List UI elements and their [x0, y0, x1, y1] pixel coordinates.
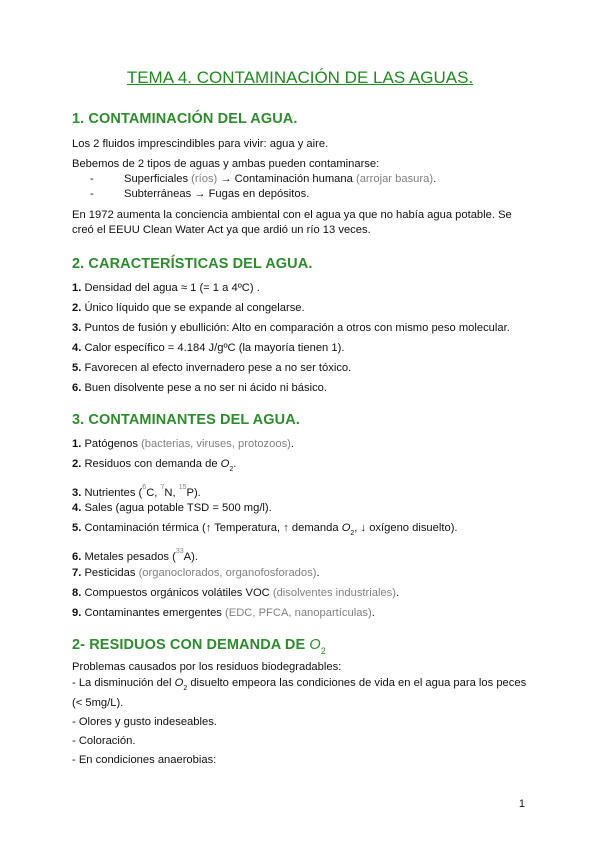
item-text: Favorecen al efecto invernadero pese a no ser tóxico. [81, 362, 352, 374]
item-text: ). [193, 487, 201, 499]
section-heading-4 [72, 637, 326, 656]
superscript: 7 [160, 484, 165, 491]
list-item [72, 341, 344, 355]
item-text: Puntos de fusión y ebullición: Alto en comparación a otros con mismo peso molecular. [81, 322, 510, 334]
item-note: (disolventes industriales) [272, 587, 396, 599]
bullet-dash: - [90, 173, 94, 185]
item-number: 6. [72, 551, 82, 563]
list-item [72, 501, 272, 515]
item-number: 2. [72, 302, 82, 314]
item-text: Residuos con demanda de [81, 458, 221, 470]
list-item [72, 187, 309, 201]
superscript: 33 [175, 548, 184, 555]
item-text: C, [146, 487, 161, 499]
bullet-dash: - [90, 188, 94, 200]
item-number: 8. [72, 587, 82, 599]
item-text: . [316, 567, 320, 579]
subscript: 2 [350, 530, 355, 537]
item-text: . [395, 587, 400, 599]
item-number: 3. [72, 322, 82, 334]
section-heading-2: 2. CARACTERÍSTICAS DEL AGUA. [72, 256, 313, 272]
list-item [72, 457, 236, 477]
item-number: 4. [72, 502, 82, 514]
item-text: Contaminación térmica (↑ Temperatura, ↑ demanda [81, 522, 342, 534]
paragraph: Bebemos de 2 tipos de aguas y ambas pueden contaminarse: [72, 158, 380, 170]
formula-o: O [174, 677, 184, 689]
list-item [72, 437, 294, 451]
item-number: 9. [72, 607, 82, 619]
list-text: Subterráneas → Fugas en depósitos. [124, 188, 310, 200]
item-text: Contaminantes emergentes [81, 607, 225, 619]
list-item [72, 301, 305, 315]
item-number: 4. [72, 342, 82, 354]
list-note: (arrojar basura) [355, 173, 434, 185]
paragraph: - Coloración. [72, 735, 136, 747]
item-text: Compuestos orgánicos volátiles VOC [81, 587, 273, 599]
subscript: 2 [229, 466, 234, 473]
list-item [72, 281, 260, 295]
item-number: 1. [72, 438, 82, 450]
item-text: . [290, 438, 295, 450]
heading-text: 2- RESIDUOS CON DEMANDA DE [72, 637, 310, 653]
item-number: 6. [72, 382, 82, 394]
list-item [72, 586, 399, 600]
list-item [72, 545, 198, 564]
item-text: A). [183, 551, 198, 563]
item-text: Calor específico = 4.184 J/gºC (la mayoría tienen 1). [81, 342, 345, 354]
item-note: (organoclorados, organofosforados) [138, 567, 317, 579]
para-text: disuelto empeora las condiciones de vida en el agua para los peces [187, 677, 527, 689]
item-number: 7. [72, 567, 82, 579]
item-note: (EDC, PFCA, nanopartículas) [225, 607, 372, 619]
list-item [72, 481, 201, 500]
formula-o: O [309, 637, 321, 653]
item-number: 5. [72, 522, 82, 534]
item-number: 5. [72, 362, 82, 374]
item-text: Densidad del agua ≈ 1 (= 1 a 4ºC) . [81, 282, 260, 294]
list-text: → Contaminación humana [217, 173, 356, 185]
item-text: Sales (agua potable TSD = 500 mg/l). [81, 502, 272, 514]
list-text: Superficiales [124, 173, 192, 185]
item-text: N, [164, 487, 179, 499]
paragraph [72, 676, 526, 696]
item-text: Patógenos [81, 438, 142, 450]
paragraph: - Olores y gusto indeseables. [72, 716, 217, 728]
list-note: (ríos) [191, 173, 218, 185]
item-text: , ↓ oxígeno disuelto). [354, 522, 458, 534]
list-item [72, 172, 436, 186]
item-text: Nutrientes ( [81, 487, 143, 499]
subscript: 2 [183, 685, 188, 692]
list-item [72, 606, 375, 620]
superscript: 6 [142, 484, 147, 491]
subscript: 2 [320, 646, 326, 656]
paragraph: Los 2 fluidos imprescindibles para vivir: agua y aire. [72, 138, 329, 150]
paragraph: (< 5mg/L). [72, 697, 124, 709]
item-text: Pesticidas [81, 567, 139, 579]
list-item [72, 521, 458, 541]
item-number: 2. [72, 458, 82, 470]
list-item [72, 361, 351, 375]
item-text: Metales pesados ( [81, 551, 176, 563]
item-text: P [186, 487, 194, 499]
formula-o: O [220, 458, 230, 470]
para-text: - La disminución del [72, 677, 175, 689]
paragraph: En 1972 aumenta la conciencia ambiental con el agua ya que no había agua potable. Se [72, 209, 512, 221]
section-heading-1: 1. CONTAMINACIÓN DEL AGUA. [72, 111, 298, 127]
item-text: Único líquido que se expande al congelarse. [81, 302, 305, 314]
item-text: Buen disolvente pese a no ser ni ácido ni básico. [81, 382, 328, 394]
item-note: (bacterias, viruses, protozoos) [141, 438, 291, 450]
paragraph: Problemas causados por los residuos biodegradables: [72, 661, 342, 673]
list-item [72, 381, 327, 395]
superscript: 15 [178, 484, 187, 491]
document-title: TEMA 4. CONTAMINACIÓN DE LAS AGUAS. [126, 68, 474, 87]
formula-o: O [341, 522, 351, 534]
list-item [72, 566, 320, 580]
page-number: 1 [518, 798, 525, 810]
item-text: . [371, 607, 375, 619]
list-item [72, 321, 510, 335]
paragraph: creó el EEUU Clean Water Act ya que ardió un río 13 veces. [72, 224, 371, 236]
section-heading-3: 3. CONTAMINANTES DEL AGUA. [72, 412, 300, 428]
paragraph: - En condiciones anaerobias: [72, 754, 217, 766]
list-text: . [433, 173, 437, 185]
item-number: 1. [72, 282, 82, 294]
item-number: 3. [72, 487, 82, 499]
item-text: . [233, 458, 237, 470]
